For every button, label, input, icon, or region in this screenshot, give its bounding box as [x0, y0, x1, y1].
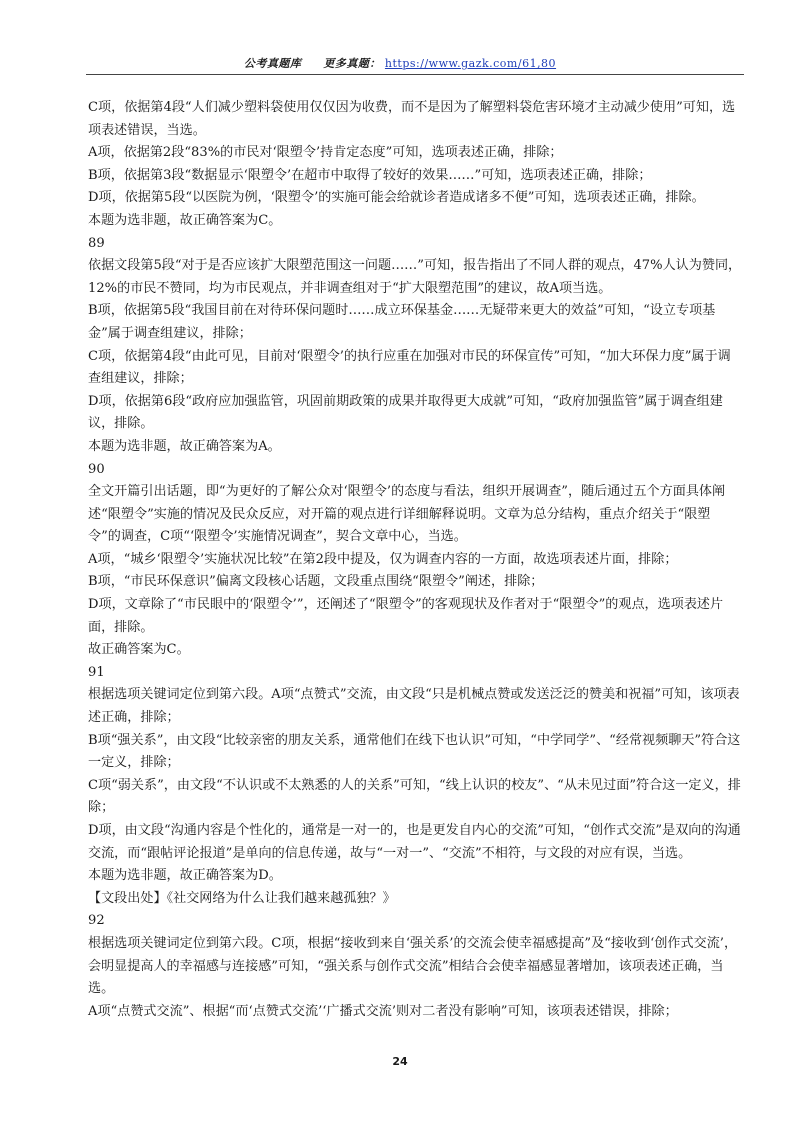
header-label: 更多真题： — [323, 57, 381, 70]
header-url-link[interactable]: https://www.gazk.com/61,80 — [384, 57, 557, 70]
paragraph: C项，依据第4段“由此可见，目前对‘限塑令’的执行应重在加强对市民的环保宣传”可知，“加大环保力度”属于调查组建议，排除； — [88, 348, 731, 387]
page-number: 24 — [392, 1055, 408, 1068]
header-divider — [86, 74, 744, 75]
paragraph: 根据选项关键词定位到第六段。A项“点赞式”交流，由文段“只是机械点赞或发送泛泛的赞美和祝福”可知，该项表述正确，排除； — [88, 687, 740, 726]
paragraph: D项，由文段“沟通内容是个性化的，通常是一对一的，也是更发自内心的交流”可知，“创作式交流”是双向的沟通交流，而“跟帖评论报道”是单向的信息传递，故与“一对一”、“交流”不相符，与文段的对应有误，当选。 — [88, 823, 741, 861]
page-header — [0, 55, 800, 71]
paragraph: A项“点赞式交流”、根据“而‘点赞式交流’‘广播式交流’则对二者没有影响”可知，该项表述错误，排除； — [88, 1003, 678, 1019]
paragraph: B项，“市民环保意识”偏离文段核心话题，文段重点围绕“限塑令”阐述，排除； — [88, 574, 544, 590]
question-number: 92 — [88, 913, 105, 929]
paragraph: B项，依据第5段“我国目前在对待环保问题时……成立环保基金……无疑带来更大的效益”可知，“设立专项基金”属于调查组建议，排除； — [88, 303, 716, 341]
header-brand: 公考真题库 — [243, 57, 302, 70]
paragraph: A项，“城乡‘限塑令’实施状况比较”在第2段中提及，仅为调查内容的一方面，故选项表述片面，排除； — [88, 551, 678, 567]
question-number: 89 — [88, 235, 105, 251]
paragraph: 全文开篇引出话题，即“为更好的了解公众对‘限塑令’的态度与看法，组织开展调查”，随后通过五个方面具体阐述“限塑令”实施的情况及民众反应，对开篇的观点进行详细解释说明。文章为总分结构，重点介绍关于“限塑令”的调查，C项“‘限塑令’实施情况调查”，契合文章中心，当选。 — [88, 484, 726, 545]
paragraph: 本题为选非题，故正确答案为C。 — [88, 212, 282, 228]
paragraph: D项，文章除了“市民眼中的‘限塑令’”，还阐述了“限塑令”的客观现状及作者对于“限塑令”的观点，选项表述片面，排除。 — [88, 597, 724, 635]
document-body — [88, 97, 742, 1023]
paragraph: 本题为选非题，故正确答案为A。 — [88, 438, 281, 454]
paragraph: 依据文段第5段“对于是否应该扩大限塑范围这一问题……”可知，报告指出了不同人群的观点，47%人认为赞同，12%的市民不赞同，均为市民观点，并非调查组对于“扩大限塑范围”的建议，故A项当选。 — [88, 258, 742, 296]
paragraph: 根据选项关键词定位到第六段。C项，根据“接收到来自‘强关系’的交流会使幸福感提高”及“接收到‘创作式交流’，会明显提高人的幸福感与连接感”可知，“强关系与创作式交流”相结合会使幸福感显著增加，该项表述正确，当选。 — [88, 935, 738, 997]
question-number: 90 — [88, 461, 105, 477]
paragraph: C项“弱关系”，由文段“不认识或不太熟悉的人的关系”可知，“线上认识的校友”、“从未见过面”符合这一定义，排除； — [88, 777, 741, 816]
source-note: 【文段出处】《社交网络为什么让我们越来越孤独？》 — [88, 890, 396, 906]
paragraph: B项，依据第3段“数据显示‘限塑令’在超市中取得了较好的效果……”可知，选项表述正确，排除； — [88, 167, 652, 183]
paragraph: B项“强关系”，由文段“比较亲密的朋友关系，通常他们在线下也认识”可知，“中学同学”、“经常视频聊天”符合这一定义，排除； — [88, 732, 741, 771]
question-number: 91 — [88, 664, 105, 680]
paragraph: 故正确答案为C。 — [88, 642, 190, 658]
paragraph: 本题为选非题，故正确答案为D。 — [88, 868, 282, 884]
paragraph: C项，依据第4段“人们减少塑料袋使用仅仅因为收费，而不是因为了解塑料袋危害环境才主动减少使用”可知，选项表述错误，当选。 — [88, 100, 736, 138]
paragraph: D项，依据第5段“以医院为例，‘限塑令’的实施可能会给就诊者造成诸多不便”可知，选项表述正确，排除。 — [88, 190, 705, 206]
paragraph: A项，依据第2段“83%的市民对‘限塑令’持肯定态度”可知，选项表述正确，排除； — [88, 145, 563, 161]
paragraph: D项，依据第6段“政府应加强监管，巩固前期政策的成果并取得更大成就”可知，“政府加强监管”属于调查组建议，排除。 — [88, 393, 723, 432]
